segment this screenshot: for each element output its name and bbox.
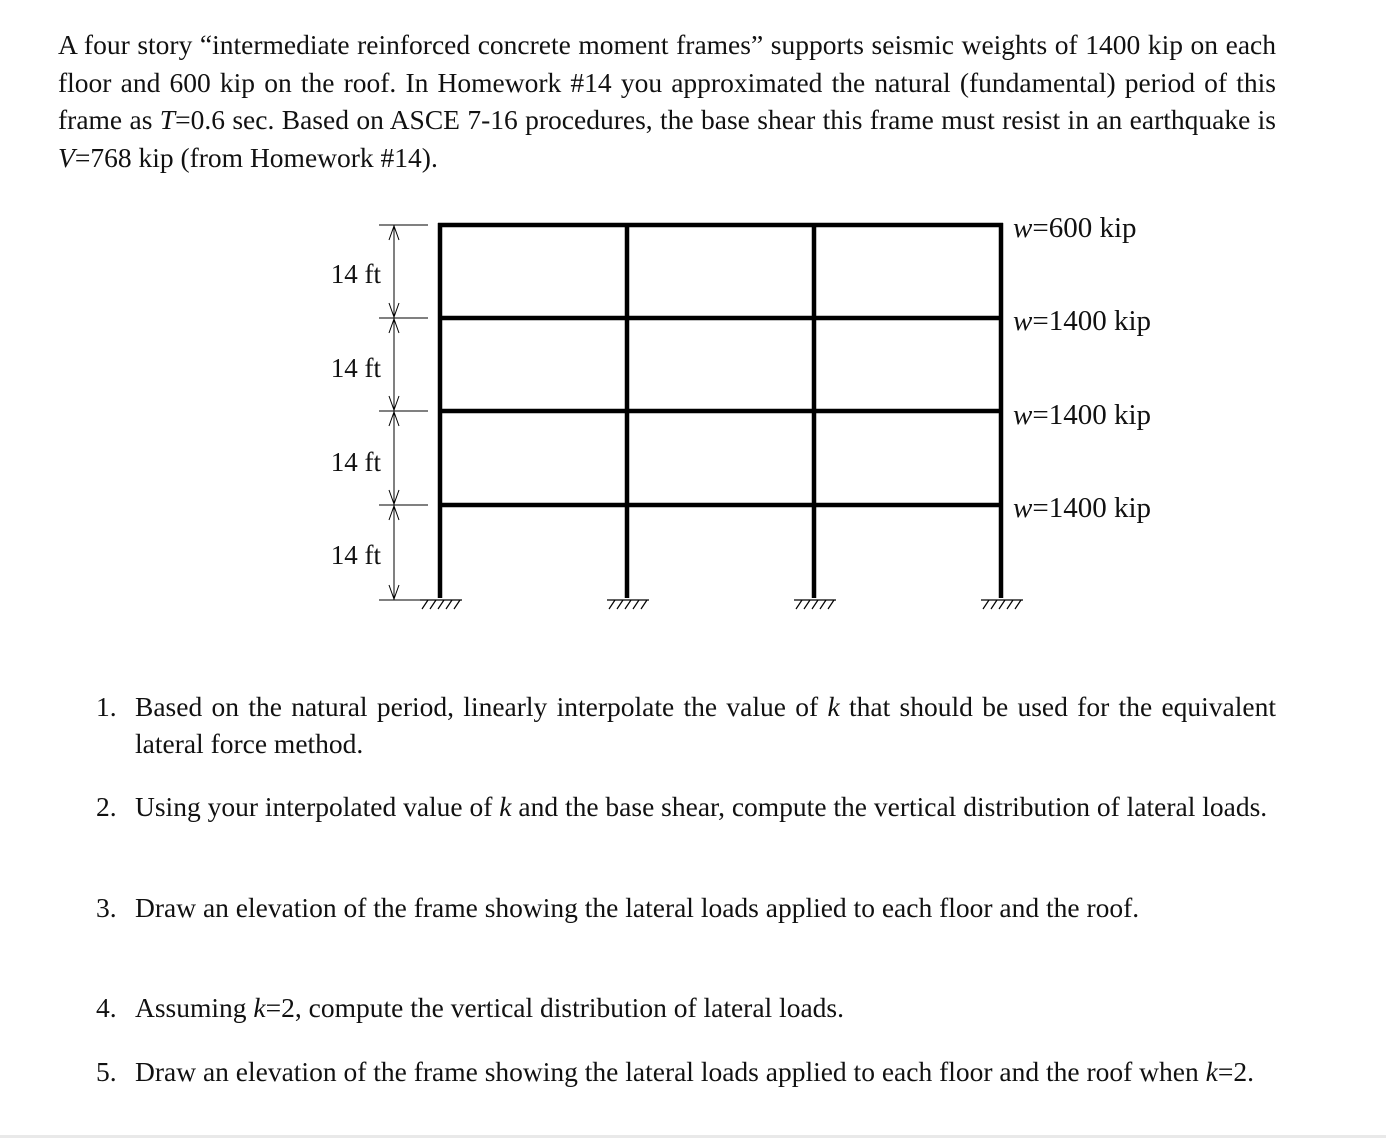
story-height-labels [331, 259, 382, 570]
weight-symbol: w [1013, 212, 1033, 244]
weight-value: =1400 kip [1032, 305, 1152, 337]
weight-symbol: w [1013, 305, 1033, 337]
weight-label-floor-4 [1013, 305, 1151, 337]
story-height-label-1: 14 ft [330, 540, 381, 570]
question-3 [96, 889, 1276, 926]
period-symbol: T [159, 104, 176, 136]
story-height-label-3: 14 ft [330, 353, 381, 383]
question-5 [96, 1053, 1276, 1090]
question-1 [96, 688, 1276, 762]
question-text: Draw an elevation of the frame showing the lateral loads applied to each floor and the roof when k=2. [135, 1056, 1254, 1087]
question-2 [96, 788, 1276, 825]
question-text: Draw an elevation of the frame showing the lateral loads applied to each floor and the roof. [135, 892, 1140, 923]
base-shear-value: =768 kip (from Homework #14). [74, 141, 438, 173]
story-height-label-4: 14 ft [330, 259, 381, 289]
question-text: Using your interpolated value of k and the base shear, compute the vertical distribution of lateral loads. [135, 791, 1268, 822]
question-number: 5. [96, 1056, 117, 1087]
weight-symbol: w [1013, 399, 1033, 431]
question-text: Based on the natural period, linearly interpolate the value of k that should be used for the equivalent lateral force method. [135, 691, 1276, 759]
k-symbol: k [499, 791, 512, 822]
support-4 [981, 600, 1023, 609]
story-height-label-2: 14 ft [330, 447, 381, 477]
weight-label-floor-3 [1013, 399, 1151, 431]
support-2 [607, 600, 649, 609]
base-shear-symbol: V [58, 141, 75, 173]
question-number: 3. [96, 892, 117, 923]
question-4 [96, 989, 1276, 1026]
k-symbol: k [253, 992, 266, 1023]
dimension-lines [379, 225, 428, 600]
weight-label-floor-2 [1013, 492, 1151, 524]
weight-labels [1013, 212, 1151, 524]
period-value: =0.6 sec. [175, 104, 275, 136]
question-text: Assuming k=2, compute the vertical distribution of lateral loads. [135, 992, 844, 1023]
weight-value: =1400 kip [1032, 492, 1152, 524]
weight-value: =600 kip [1032, 212, 1137, 244]
question-number: 2. [96, 791, 117, 822]
support-1 [420, 600, 462, 609]
question-number: 1. [96, 691, 117, 722]
weight-value: =1400 kip [1032, 399, 1152, 431]
fixed-supports [420, 600, 1023, 609]
weight-label-roof [1013, 212, 1137, 244]
support-3 [794, 600, 836, 609]
beams [438, 225, 1003, 505]
question-number: 4. [96, 992, 117, 1023]
intro-text-1: A four story “intermediate reinforced concrete moment frames” supports seismic weights of 1400 kip on each floor and 600 kip on the roof. In Homework #14 you approximated the natural (fundamental) period of this frame as [58, 29, 1276, 136]
k-symbol: k [1205, 1056, 1218, 1087]
weight-symbol: w [1013, 492, 1033, 524]
intro-text-2: Based on ASCE 7-16 procedures, the base shear this frame must resist in an earthquake is [274, 104, 1277, 136]
k-symbol: k [827, 691, 840, 722]
